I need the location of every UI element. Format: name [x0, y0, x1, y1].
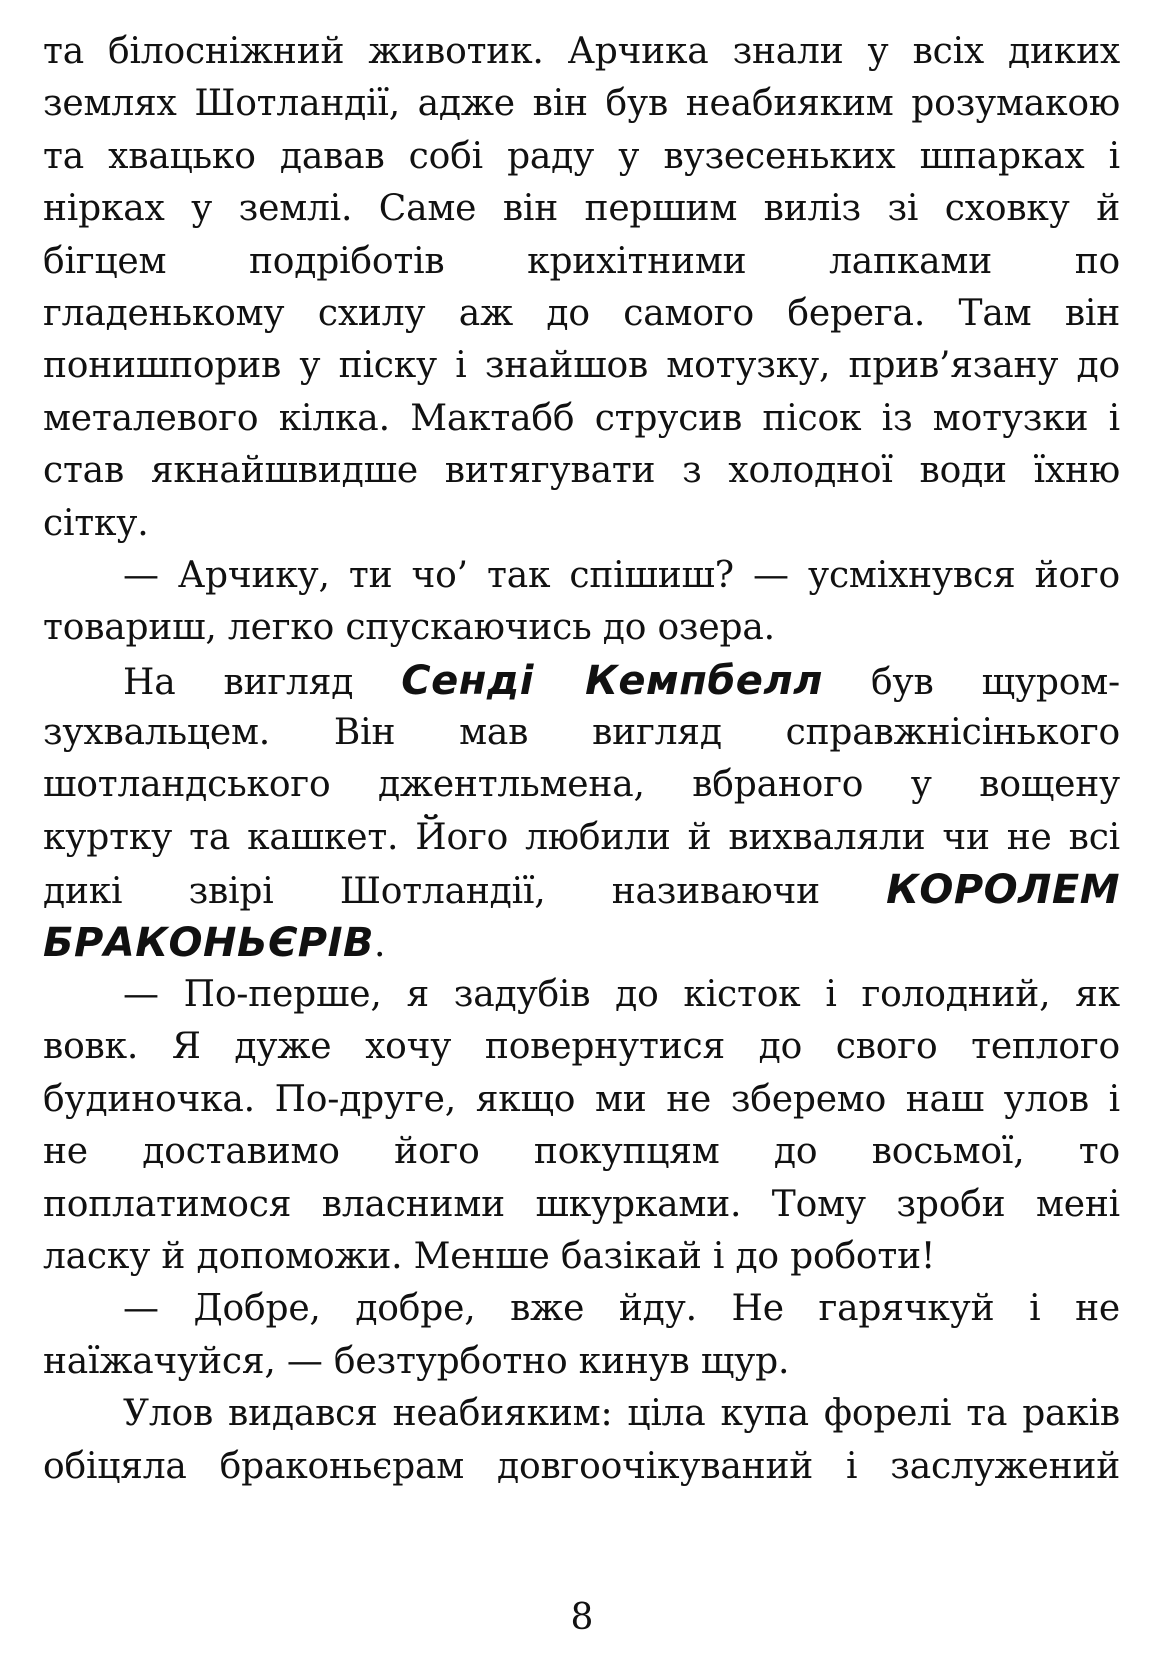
title-king-part1: КОРОЛЕМ: [886, 867, 1120, 914]
text-line: сітку.: [43, 502, 149, 544]
text-line: землях Шотландії, адже він був неабияким розумакою: [43, 83, 1120, 125]
text-line: Улов видався неабияким: ціла купа форелі та раків: [123, 1393, 1120, 1435]
text-line: БРАКОНЬЄРІВ.: [43, 919, 386, 966]
text-line: поплатимося власними шкурками. Тому зроби мені: [43, 1183, 1120, 1225]
text-line: став якнайшвидше витягувати з холодної води їхню: [43, 450, 1120, 492]
text-line: зухвальцем. Він мав вигляд справжнісінького: [43, 712, 1120, 754]
text-block-dialogue: [43, 969, 1120, 1493]
text-block-intro: [43, 26, 1120, 655]
text-line: бігцем подріботів крихітними лапками по: [43, 240, 1120, 282]
text-line: не доставимо його покупцям до восьмої, то: [43, 1131, 1120, 1173]
character-name-sandy: Сенді Кемпбелл: [401, 657, 823, 704]
text-line: понишпорив у піску і знайшов мотузку, прив’язану до: [43, 345, 1120, 387]
text-line: наїжачуйся, — безтурботно кинув щур.: [43, 1340, 790, 1382]
text-line: нірках у землі. Саме він першим виліз зі сховку й: [43, 188, 1120, 230]
text-line: куртку та кашкет. Його любили й вихваляли чи не всі: [43, 816, 1120, 858]
text-line: гладенькому схилу аж до самого берега. Там він: [43, 292, 1120, 334]
book-page: [43, 26, 1120, 1493]
text-line: ласку й допоможи. Менше базікай і до роботи!: [43, 1235, 936, 1277]
text-line: будиночка. По-друге, якщо ми не зберемо наш улов і: [43, 1078, 1120, 1120]
text-line: дикі звірі Шотландії, називаючи КОРОЛЕМ: [43, 867, 1120, 914]
text-line: шотландського джентльмена, вбраного у вощену: [43, 764, 1120, 806]
text-line: На вигляд Сенді Кемпбелл був щуром-: [123, 657, 1120, 704]
text-line: — По-перше, я задубів до кісток і голодний, як: [123, 974, 1120, 1016]
title-king-part2: БРАКОНЬЄРІВ: [43, 919, 374, 966]
paragraph-sandy: [43, 655, 1120, 969]
text-line: обіцяла браконьєрам довгоочікуваний і заслужений: [43, 1445, 1120, 1487]
page-number: 8: [570, 1597, 594, 1638]
text-line: металевого кілка. Мактабб струсив пісок із мотузки і: [43, 397, 1120, 439]
text-line: товариш, легко спускаючись до озера.: [43, 607, 775, 649]
text-line: — Арчику, ти чо’ так спішиш? — усміхнувся його: [123, 554, 1120, 596]
text-line: — Добре, добре, вже йду. Не гарячкуй і не: [123, 1288, 1120, 1330]
text-line: та білосніжний животик. Арчика знали у всіх диких: [43, 31, 1120, 72]
text-line: вовк. Я дуже хочу повернутися до свого теплого: [43, 1026, 1120, 1068]
text-line: та хвацько давав собі раду у вузесеньких шпарках і: [43, 135, 1120, 177]
